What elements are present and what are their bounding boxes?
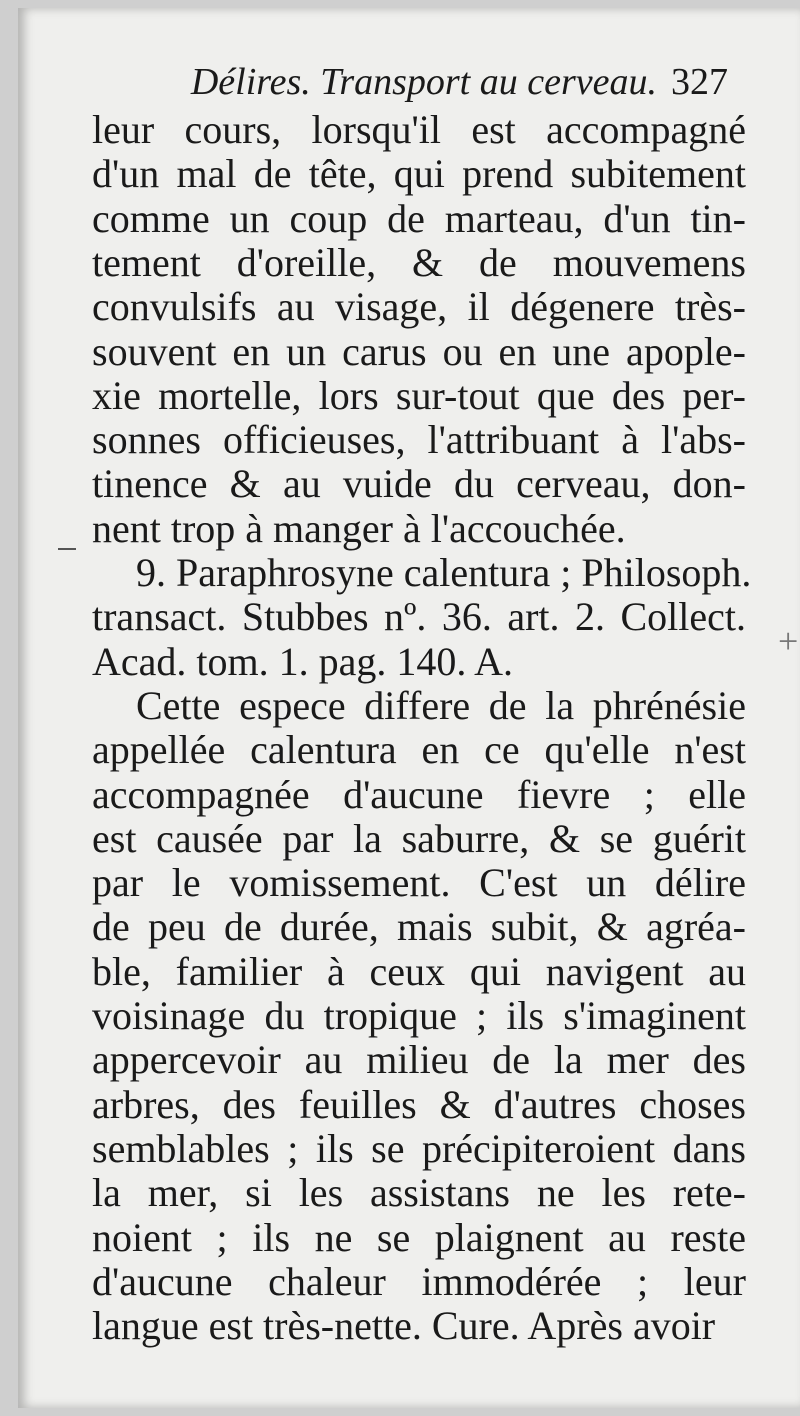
text-line: leur cours, lorsqu'il est accompagné <box>92 107 746 152</box>
text-line: par le vomissement. C'est un délire <box>92 860 746 906</box>
text-line: est causée par la saburre, & se guérit <box>92 815 746 861</box>
text-line: xie mortelle, lors sur-tout que des per- <box>92 372 746 418</box>
text-line: souvent en un carus ou en une apople- <box>92 328 746 374</box>
text-line: voisinage du tropique ; ils s'imaginent <box>92 993 746 1038</box>
text-line: nent trop à manger à l'accouchée. <box>92 505 626 551</box>
text-line: noient ; ils ne se plaignent au reste <box>92 1214 746 1260</box>
text-line: convulsifs au visage, il dégenere très- <box>92 284 746 330</box>
text-line: sonnes officieuses, l'attribuant à l'abs- <box>92 417 746 463</box>
running-head <box>18 60 728 104</box>
text-line: appellée calentura en ce qu'elle n'est <box>92 727 746 773</box>
text-line: transact. Stubbes nº. 36. art. 2. Collect. <box>92 594 746 640</box>
page-number: 327 <box>671 61 728 103</box>
text-line: arbres, des feuilles & d'autres choses <box>92 1081 746 1127</box>
text-line: tinence & au vuide du cerveau, don- <box>92 461 746 507</box>
text-line: la mer, si les assistans ne les rete- <box>92 1170 746 1216</box>
text-line: Cette espece differe de la phrénésie <box>136 682 746 728</box>
text-line: accompagnée d'aucune fievre ; elle <box>92 771 746 817</box>
margin-dash <box>58 548 76 550</box>
text-line: 9. Paraphrosyne calentura ; Philosoph. <box>136 550 752 595</box>
text-line: langue est très-nette. Cure. Après avoir <box>92 1303 716 1349</box>
text-line: d'un mal de tête, qui prend subitement <box>92 151 746 197</box>
text-line: comme un coup de marteau, d'un tin- <box>92 195 746 241</box>
text-line: appercevoir au milieu de la mer des <box>92 1037 746 1083</box>
text-line: d'aucune chaleur immodérée ; leur <box>92 1258 746 1304</box>
margin-cross-mark: + <box>778 621 799 661</box>
text-line: tement d'oreille, & de mouvemens <box>92 239 746 285</box>
text-line: de peu de durée, mais subit, & agréa- <box>92 904 746 950</box>
text-line: semblables ; ils se précipiteroient dans <box>92 1125 746 1171</box>
book-page <box>18 8 800 1408</box>
running-title: Délires. Transport au cerveau. <box>190 61 657 103</box>
text-line: Acad. tom. 1. pag. 140. A. <box>92 638 514 684</box>
text-line: ble, familier à ceux qui navigent au <box>92 948 746 994</box>
